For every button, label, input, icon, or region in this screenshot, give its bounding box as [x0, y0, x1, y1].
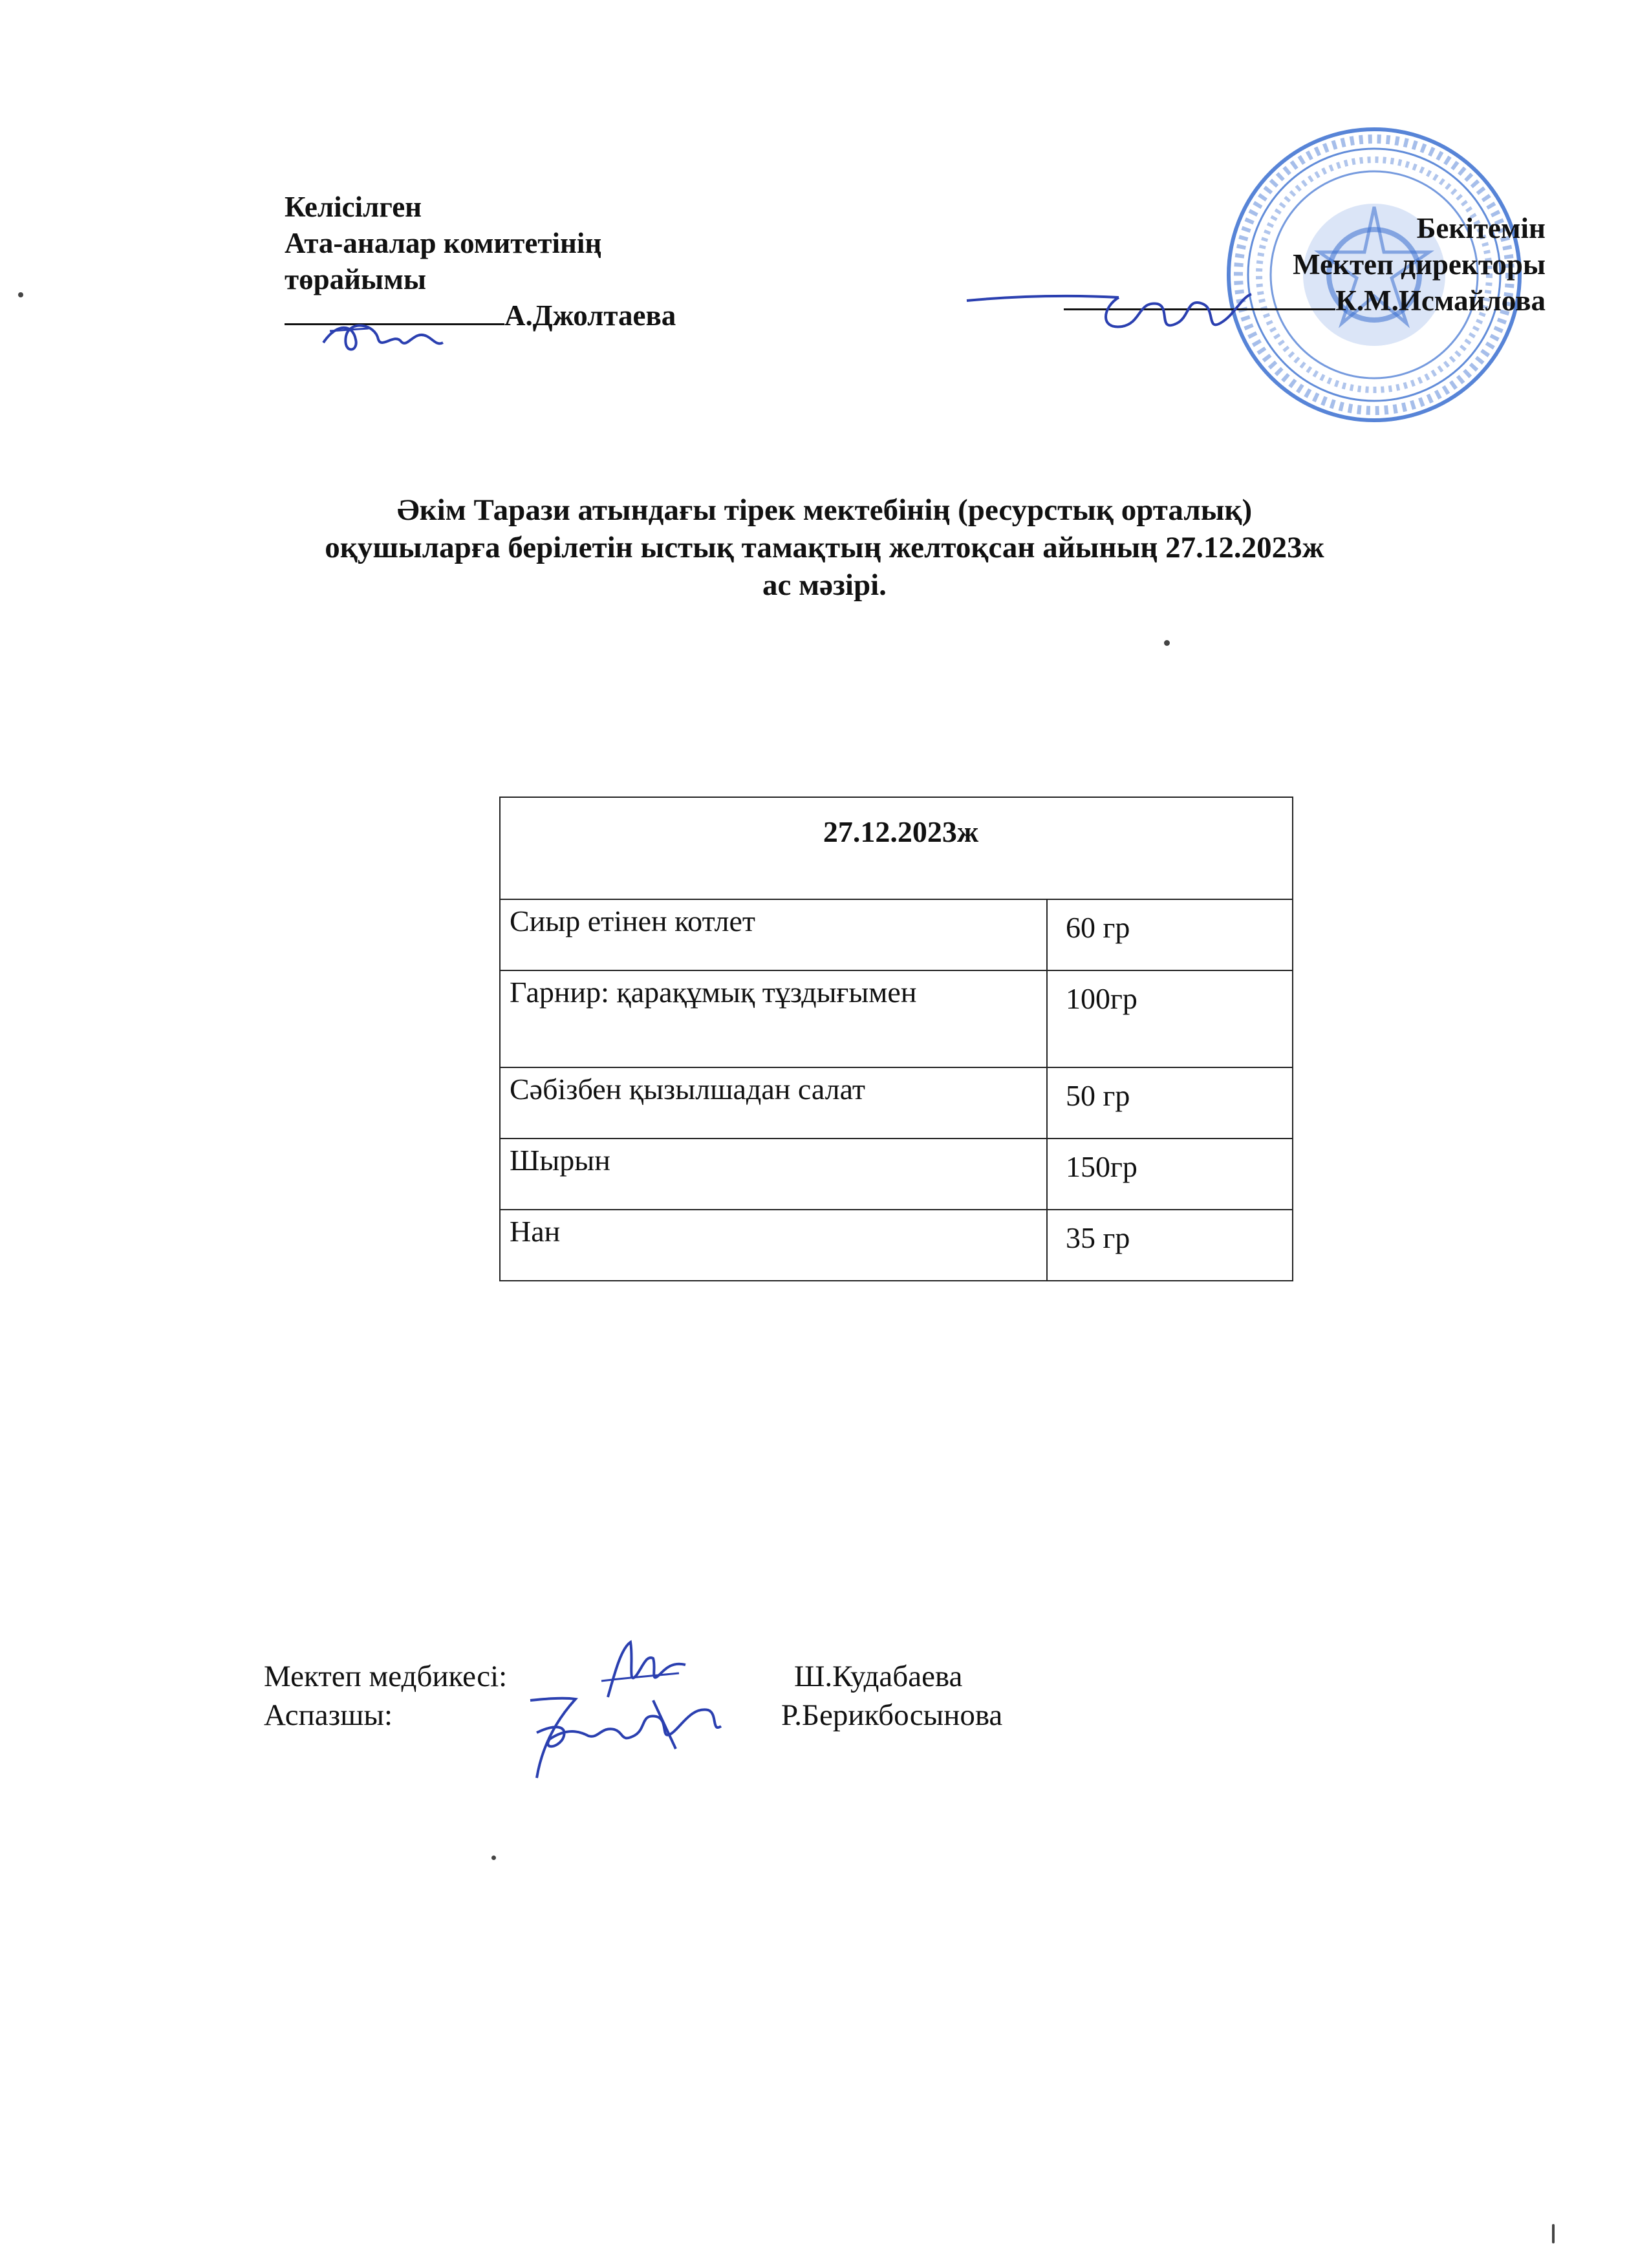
dish-name: Гарнир: қарақұмық тұздығымен	[500, 970, 1047, 1067]
scan-mark	[1552, 2224, 1555, 2243]
dish-portion: 35 гр	[1047, 1210, 1293, 1281]
approval-right-line2: Мектеп директоры	[1293, 248, 1546, 281]
table-row	[500, 1139, 1293, 1210]
approval-left-line1: Келісілген	[285, 191, 422, 223]
dish-portion: 100гр	[1047, 970, 1293, 1067]
scan-speck	[1164, 640, 1170, 646]
dish-portion: 150гр	[1047, 1139, 1293, 1210]
nurse-name: Ш.Кудабаева	[794, 1660, 963, 1693]
table-row	[500, 970, 1293, 1067]
approval-left-line2: Ата-аналар комитетінің	[285, 227, 602, 259]
table-row	[500, 1067, 1293, 1139]
approval-right-line1: Бекітемін	[1416, 212, 1546, 244]
scan-speck	[18, 292, 23, 297]
menu-table	[499, 797, 1293, 1281]
dish-name: Нан	[500, 1210, 1047, 1281]
title-line2: оқушыларға берілетін ыстық тамақтың желтоқсан айының 27.12.2023ж	[325, 531, 1324, 564]
dish-name: Сәбізбен қызылшадан салат	[500, 1067, 1047, 1139]
dish-portion: 60 гр	[1047, 899, 1293, 970]
dish-name: Шырын	[500, 1139, 1047, 1210]
cook-name: Р.Берикбосынова	[781, 1698, 1003, 1732]
approval-left-line3: төрайымы	[285, 263, 426, 295]
page-title	[272, 491, 1377, 604]
cook-signature	[517, 1687, 724, 1784]
table-header-row	[500, 797, 1293, 899]
title-line1: Әкім Тарази атындағы тірек мектебінің (ресурстық орталық)	[396, 493, 1253, 527]
scan-speck	[491, 1856, 496, 1860]
approval-right-name: К.М.Исмайлова	[1335, 284, 1546, 317]
dish-name: Сиыр етінен котлет	[500, 899, 1047, 970]
director-signature	[964, 272, 1255, 343]
table-row	[500, 1210, 1293, 1281]
approval-left-name: А.Джолтаева	[504, 299, 676, 332]
parent-committee-signature	[317, 317, 446, 362]
cook-role: Аспазшы:	[264, 1698, 393, 1732]
menu-date-header: 27.12.2023ж	[500, 797, 1293, 899]
approval-left	[285, 189, 676, 334]
table-row	[500, 899, 1293, 970]
nurse-role: Мектеп медбикесі:	[264, 1660, 508, 1693]
dish-portion: 50 гр	[1047, 1067, 1293, 1139]
title-line3: ас мәзірі.	[762, 568, 887, 602]
